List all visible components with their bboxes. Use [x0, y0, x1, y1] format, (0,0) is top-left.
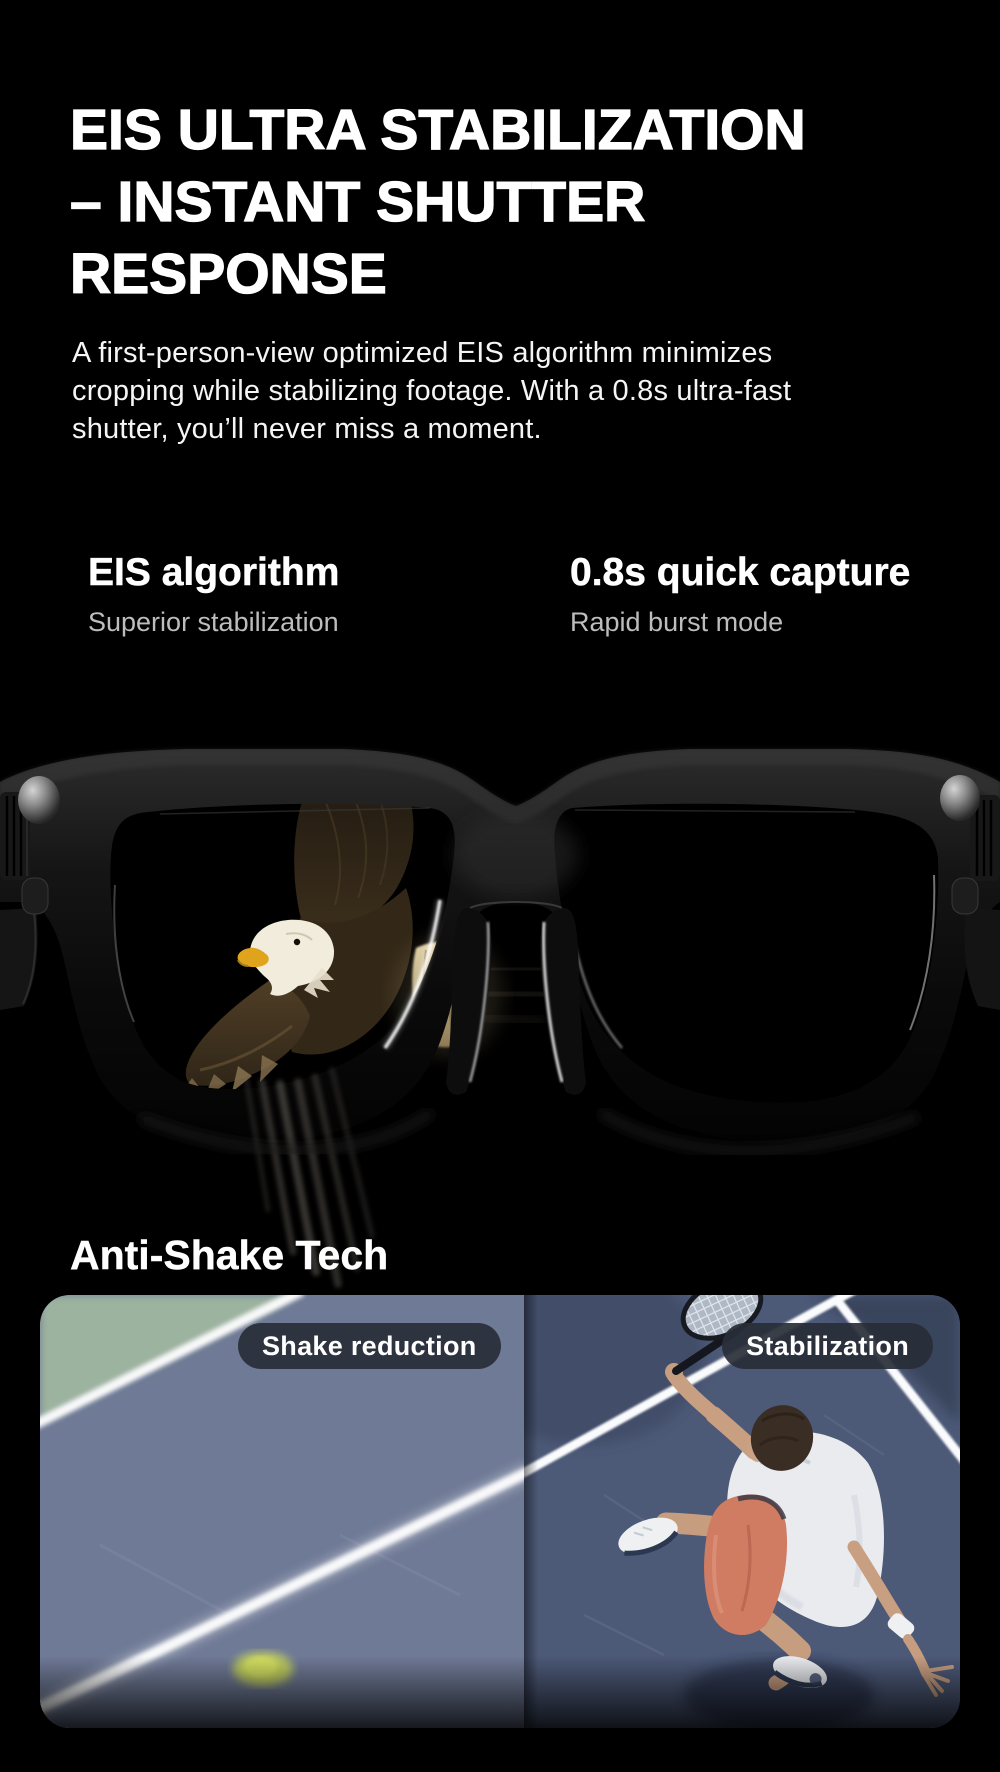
glasses-nose-pads	[446, 908, 586, 1095]
feature-eis-algorithm	[88, 550, 570, 639]
comparison-card	[40, 1295, 960, 1728]
feature-subtitle: Rapid burst mode	[570, 607, 784, 637]
eagle-eye	[294, 939, 300, 945]
feature-subtitle: Superior stabilization	[88, 607, 339, 637]
smart-glasses-product-image	[0, 650, 1000, 1300]
stabilized-footage-frame	[524, 1295, 960, 1728]
stabilization-badge: Stabilization	[722, 1323, 933, 1369]
page-title-line-3: RESPONSE	[70, 242, 387, 306]
description-line-2: cropping while stabilizing footage. With a 0.8s ultra-fast	[72, 375, 792, 407]
feature-list	[88, 550, 970, 639]
page-title-line-2: – INSTANT SHUTTER	[70, 170, 646, 234]
shake-reduction-badge: Shake reduction	[238, 1323, 501, 1369]
page-title-line-1: EIS ULTRA STABILIZATION	[70, 98, 806, 162]
panel-divider-shadow	[524, 1295, 538, 1728]
anti-shake-heading: Anti-Shake Tech	[70, 1232, 389, 1278]
page-description	[72, 334, 962, 448]
feature-quick-capture	[570, 550, 970, 639]
glasses-eagle-illustration	[0, 650, 1000, 1300]
feature-title: 0.8s quick capture	[570, 551, 911, 594]
description-line-3: shutter, you’ll never miss a moment.	[72, 413, 542, 445]
feature-title: EIS algorithm	[88, 551, 340, 594]
page-title	[70, 94, 960, 310]
shaky-footage-frame	[40, 1295, 524, 1728]
description-line-1: A first-person-view optimized EIS algorithm minimizes	[72, 337, 773, 369]
